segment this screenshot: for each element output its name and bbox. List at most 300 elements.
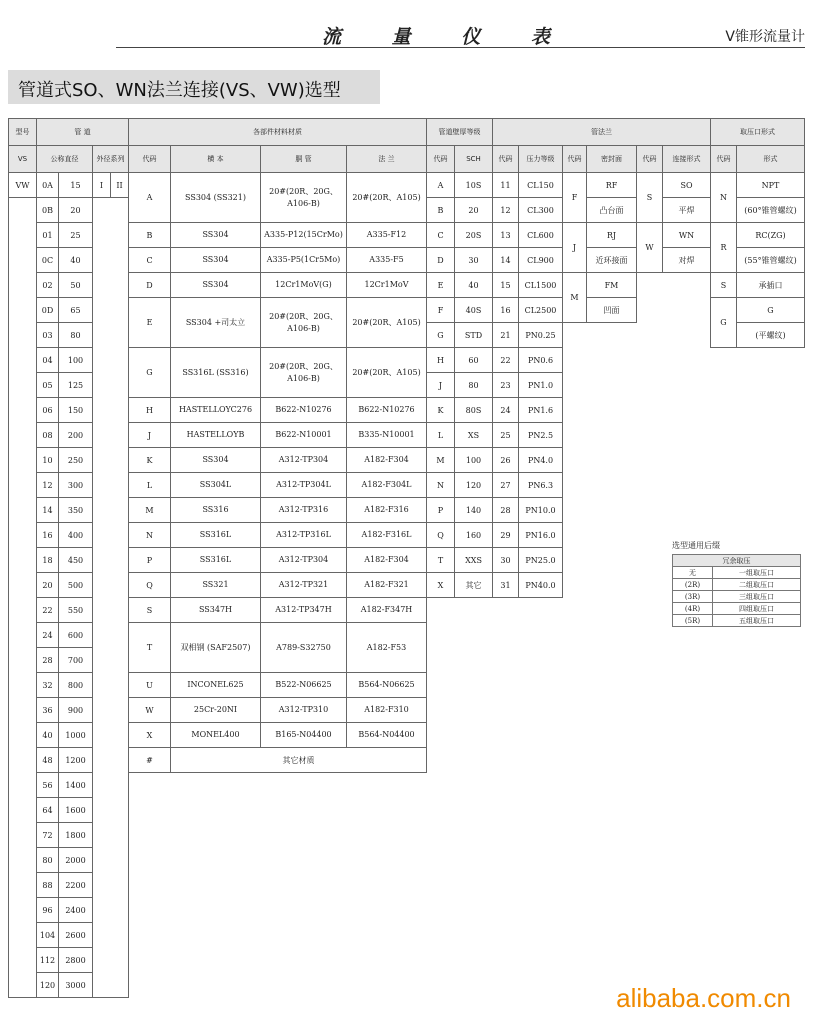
dn-code: 03 <box>37 323 59 348</box>
pressure-rating: PN1.6 <box>519 398 563 423</box>
dn-value: 2600 <box>59 923 93 948</box>
table-row <box>711 223 805 248</box>
legend-table <box>672 554 801 627</box>
legend-suffix: (4R) <box>673 603 713 615</box>
material-body: SS304 (SS321) <box>171 173 261 223</box>
table-row <box>129 498 427 523</box>
material-flange: A182-F347H <box>347 598 427 623</box>
tap-form: NPT <box>737 173 805 198</box>
material-pipe: B622-N10001 <box>261 423 347 448</box>
wall-sch: 20 <box>455 198 493 223</box>
flange-code: 27 <box>493 473 519 498</box>
pressure-rating: PN0.25 <box>519 323 563 348</box>
material-body: SS316 <box>171 498 261 523</box>
wall-code: G <box>427 323 455 348</box>
material-code: H <box>129 398 171 423</box>
dn-code: 80 <box>37 848 59 873</box>
dn-code: 40 <box>37 723 59 748</box>
wall-sch: 20S <box>455 223 493 248</box>
dn-value: 200 <box>59 423 93 448</box>
material-code: S <box>129 598 171 623</box>
face-blank <box>563 323 637 598</box>
table-row <box>711 273 805 298</box>
table-row <box>129 623 427 673</box>
pressure-rating: PN10.0 <box>519 498 563 523</box>
material-code: M <box>129 498 171 523</box>
wall-sch: 40S <box>455 298 493 323</box>
table-row <box>493 248 711 273</box>
table-row <box>129 423 427 448</box>
wall-code: J <box>427 373 455 398</box>
series-header: 外径系列 <box>93 146 129 173</box>
material-code: D <box>129 273 171 298</box>
conn-name: SO <box>663 173 711 198</box>
material-body: 其它材质 <box>171 748 427 773</box>
material-pipe: A312-TP321 <box>261 573 347 598</box>
dn-code: 04 <box>37 348 59 373</box>
flange-code: 16 <box>493 298 519 323</box>
flange-code: 21 <box>493 323 519 348</box>
tap-form-note: (平螺纹) <box>737 323 805 348</box>
flange-code: 13 <box>493 223 519 248</box>
model-header: 型号 <box>9 119 37 146</box>
legend-desc: 二组取压口 <box>713 579 801 591</box>
dn-code: 06 <box>37 398 59 423</box>
legend-suffix: 无 <box>673 567 713 579</box>
wall-code: F <box>427 298 455 323</box>
face-name: FM <box>587 273 637 298</box>
material-code: # <box>129 748 171 773</box>
table-row <box>493 198 711 223</box>
material-code: A <box>129 173 171 223</box>
wall-sch: 80S <box>455 398 493 423</box>
pressure-rating: CL1500 <box>519 273 563 298</box>
material-pipe: 20#(20R、20G、A106-B) <box>261 173 347 223</box>
pressure-rating: PN1.0 <box>519 373 563 398</box>
table-row <box>129 748 427 773</box>
flange-table <box>492 118 711 598</box>
header-title: 流 量 仪 表 <box>322 26 572 48</box>
dn-code: 48 <box>37 748 59 773</box>
pressure-rating: PN16.0 <box>519 523 563 548</box>
material-code: J <box>129 423 171 448</box>
table-row <box>129 273 427 298</box>
face-code: M <box>563 273 587 323</box>
wall-code: L <box>427 423 455 448</box>
dn-value: 500 <box>59 573 93 598</box>
material-flange: A182-F316L <box>347 523 427 548</box>
dn-value: 2200 <box>59 873 93 898</box>
dn-code: 20 <box>37 573 59 598</box>
material-pipe: A312-TP316L <box>261 523 347 548</box>
material-flange: 20#(20R、A105) <box>347 348 427 398</box>
material-flange: A182-F321 <box>347 573 427 598</box>
table-row <box>427 173 493 198</box>
tap-form-note: (60°锥管螺纹) <box>737 198 805 223</box>
table-row <box>9 173 129 198</box>
dn-value: 50 <box>59 273 93 298</box>
flange-code-header: 代码 <box>493 146 519 173</box>
material-flange: A335-F12 <box>347 223 427 248</box>
dn-value: 550 <box>59 598 93 623</box>
dn-value: 3000 <box>59 973 93 998</box>
pressure-rating: CL600 <box>519 223 563 248</box>
tap-form-note: (55°锥管螺纹) <box>737 248 805 273</box>
tap-form-header: 形式 <box>737 146 805 173</box>
material-body: SS316L <box>171 548 261 573</box>
wall-table <box>426 118 493 598</box>
dn-code: 05 <box>37 373 59 398</box>
table-row <box>427 223 493 248</box>
table-row <box>427 248 493 273</box>
material-pipe: B622-N10276 <box>261 398 347 423</box>
flange-code: 24 <box>493 398 519 423</box>
wall-sch: XXS <box>455 548 493 573</box>
table-row <box>129 523 427 548</box>
wall-code: X <box>427 573 455 598</box>
dn-value: 250 <box>59 448 93 473</box>
legend-suffix: (3R) <box>673 591 713 603</box>
table-row <box>427 423 493 448</box>
flange-code: 25 <box>493 423 519 448</box>
material-code: N <box>129 523 171 548</box>
dn-code: 12 <box>37 473 59 498</box>
dn-value: 350 <box>59 498 93 523</box>
wall-sch: 100 <box>455 448 493 473</box>
dn-value: 1600 <box>59 798 93 823</box>
dn-code: 22 <box>37 598 59 623</box>
wall-sch: 120 <box>455 473 493 498</box>
face-name: RJ <box>587 223 637 248</box>
dn-value: 1000 <box>59 723 93 748</box>
wall-code: B <box>427 198 455 223</box>
table-row <box>427 473 493 498</box>
dn-value: 100 <box>59 348 93 373</box>
flange-code: 28 <box>493 498 519 523</box>
suffix-legend <box>672 540 801 627</box>
dn-code: 56 <box>37 773 59 798</box>
dn-value: 700 <box>59 648 93 673</box>
flange-code: 14 <box>493 248 519 273</box>
material-pipe: A789-S32750 <box>261 623 347 673</box>
material-body: SS321 <box>171 573 261 598</box>
watermark: alibaba.com.cn <box>616 983 791 1013</box>
conn-header: 连接形式 <box>663 146 711 173</box>
header-rule <box>116 47 805 48</box>
dn-code: 08 <box>37 423 59 448</box>
dn-value: 300 <box>59 473 93 498</box>
wall-sch: 40 <box>455 273 493 298</box>
material-pipe: A312-TP310 <box>261 698 347 723</box>
dn-header: 公称直径 <box>37 146 93 173</box>
material-body: SS304 <box>171 223 261 248</box>
material-code: K <box>129 448 171 473</box>
material-code: W <box>129 698 171 723</box>
pressure-rating: CL900 <box>519 248 563 273</box>
series-i: I <box>93 173 111 198</box>
flange-code: 31 <box>493 573 519 598</box>
rating-header: 压力等级 <box>519 146 563 173</box>
wall-sch: 10S <box>455 173 493 198</box>
wall-sch: 30 <box>455 248 493 273</box>
material-body: HASTELLOYB <box>171 423 261 448</box>
dn-value: 450 <box>59 548 93 573</box>
material-pipe: 20#(20R、20G、A106-B) <box>261 298 347 348</box>
pressure-rating: CL150 <box>519 173 563 198</box>
material-pipe: A312-TP304L <box>261 473 347 498</box>
table-row <box>129 448 427 473</box>
table-row <box>493 173 711 198</box>
material-code: X <box>129 723 171 748</box>
material-flange: A182-F316 <box>347 498 427 523</box>
material-body: SS304 <box>171 273 261 298</box>
wall-code: E <box>427 273 455 298</box>
tap-code: S <box>711 273 737 298</box>
wall-code: H <box>427 348 455 373</box>
legend-row <box>673 579 801 591</box>
material-body-header: 横 本 <box>171 146 261 173</box>
pressure-rating: PN0.6 <box>519 348 563 373</box>
wall-sch: 其它 <box>455 573 493 598</box>
header-product: V锥形流量计 <box>725 29 805 45</box>
table-row <box>427 448 493 473</box>
material-flange: A182-F53 <box>347 623 427 673</box>
legend-desc: 三组取压口 <box>713 591 801 603</box>
dn-value: 20 <box>59 198 93 223</box>
conn-code-header: 代码 <box>637 146 663 173</box>
face-code: F <box>563 173 587 223</box>
flange-code: 29 <box>493 523 519 548</box>
dn-code: 0B <box>37 198 59 223</box>
material-body: 双相钢 (SAF2507) <box>171 623 261 673</box>
dn-code: 0C <box>37 248 59 273</box>
material-code: E <box>129 298 171 348</box>
pressure-rating: PN4.0 <box>519 448 563 473</box>
table-row <box>427 573 493 598</box>
wall-sch: XS <box>455 423 493 448</box>
material-code: U <box>129 673 171 698</box>
legend-desc: 五组取压口 <box>713 615 801 627</box>
material-code: L <box>129 473 171 498</box>
dn-value: 2000 <box>59 848 93 873</box>
material-code: G <box>129 348 171 398</box>
tap-header: 取压口形式 <box>711 119 805 146</box>
pressure-rating: PN2.5 <box>519 423 563 448</box>
material-flange: 12Cr1MoV <box>347 273 427 298</box>
material-code: C <box>129 248 171 273</box>
table-row <box>129 173 427 223</box>
table-row <box>427 548 493 573</box>
material-header: 各部件材料材质 <box>129 119 427 146</box>
material-code: Q <box>129 573 171 598</box>
dn-code: 24 <box>37 623 59 648</box>
material-body: SS347H <box>171 598 261 623</box>
tap-code-header: 代码 <box>711 146 737 173</box>
wall-code: K <box>427 398 455 423</box>
material-pipe: B165-N04400 <box>261 723 347 748</box>
dn-value: 80 <box>59 323 93 348</box>
dn-value: 125 <box>59 373 93 398</box>
material-body: MONEL400 <box>171 723 261 748</box>
pressure-rating: PN6.3 <box>519 473 563 498</box>
dn-value: 2800 <box>59 948 93 973</box>
table-row <box>129 723 427 748</box>
material-body: SS304 +司太立 <box>171 298 261 348</box>
material-pipe: A312-TP316 <box>261 498 347 523</box>
pressure-rating: CL300 <box>519 198 563 223</box>
wall-sch: 160 <box>455 523 493 548</box>
series-blank <box>93 198 129 998</box>
model-blank <box>9 198 37 998</box>
material-code-header: 代码 <box>129 146 171 173</box>
pressure-rating: PN25.0 <box>519 548 563 573</box>
dn-code: 32 <box>37 673 59 698</box>
table-row <box>711 298 805 323</box>
dn-value: 40 <box>59 248 93 273</box>
legend-suffix: (2R) <box>673 579 713 591</box>
conn-code: W <box>637 223 663 273</box>
wall-code: P <box>427 498 455 523</box>
material-flange: B564-N06625 <box>347 673 427 698</box>
face-code-header: 代码 <box>563 146 587 173</box>
flange-code: 26 <box>493 448 519 473</box>
material-pipe: 20#(20R、20G、A106-B) <box>261 348 347 398</box>
table-row <box>493 273 711 298</box>
material-pipe: A335-P5(1Cr5Mo) <box>261 248 347 273</box>
table-row <box>427 298 493 323</box>
pressure-rating: PN40.0 <box>519 573 563 598</box>
tap-code: N <box>711 173 737 223</box>
material-body: SS316L (SS316) <box>171 348 261 398</box>
face-name: 近环接面 <box>587 248 637 273</box>
face-code: J <box>563 223 587 273</box>
dn-code: 64 <box>37 798 59 823</box>
table-row <box>427 523 493 548</box>
table-row <box>427 398 493 423</box>
legend-row <box>673 567 801 579</box>
wall-code: C <box>427 223 455 248</box>
table-row <box>129 298 427 348</box>
legend-desc: 四组取压口 <box>713 603 801 615</box>
wall-code: D <box>427 248 455 273</box>
legend-header: 冗余取压 <box>673 555 801 567</box>
wall-sch: 60 <box>455 348 493 373</box>
dn-value: 600 <box>59 623 93 648</box>
material-flange: A182-F304 <box>347 548 427 573</box>
dn-code: 72 <box>37 823 59 848</box>
tap-code: R <box>711 223 737 273</box>
legend-row <box>673 615 801 627</box>
table-row <box>427 198 493 223</box>
conn-code: S <box>637 173 663 223</box>
vs-label: VS <box>9 146 37 173</box>
wall-code-header: 代码 <box>427 146 455 173</box>
material-body: SS316L <box>171 523 261 548</box>
dn-value: 400 <box>59 523 93 548</box>
conn-name: 平焊 <box>663 198 711 223</box>
table-row <box>427 373 493 398</box>
dn-code: 112 <box>37 948 59 973</box>
flange-code: 22 <box>493 348 519 373</box>
legend-suffix: (5R) <box>673 615 713 627</box>
wall-code: M <box>427 448 455 473</box>
table-row <box>129 598 427 623</box>
material-code: B <box>129 223 171 248</box>
material-pipe: A312-TP304 <box>261 448 347 473</box>
pressure-rating: CL2500 <box>519 298 563 323</box>
legend-row <box>673 603 801 615</box>
material-flange: B564-N04400 <box>347 723 427 748</box>
dn-code: 96 <box>37 898 59 923</box>
face-name: 凹面 <box>587 298 637 323</box>
material-pipe-header: 胴 管 <box>261 146 347 173</box>
dn-code: 10 <box>37 448 59 473</box>
dn-value: 1200 <box>59 748 93 773</box>
material-pipe: A312-TP304 <box>261 548 347 573</box>
table-row <box>129 698 427 723</box>
material-body: SS304 <box>171 248 261 273</box>
material-flange: 20#(20R、A105) <box>347 298 427 348</box>
section-title: 管道式SO、WN法兰连接(VS、VW)选型 <box>18 80 341 101</box>
table-row <box>427 273 493 298</box>
table-row <box>427 348 493 373</box>
flange-code: 30 <box>493 548 519 573</box>
tap-form: 承插口 <box>737 273 805 298</box>
wall-sch-header: SCH <box>455 146 493 173</box>
legend-desc: 一组取压口 <box>713 567 801 579</box>
dn-value: 2400 <box>59 898 93 923</box>
dn-code: 0A <box>37 173 59 198</box>
material-flange: A182-F304L <box>347 473 427 498</box>
flange-header: 管法兰 <box>493 119 711 146</box>
material-flange: 20#(20R、A105) <box>347 173 427 223</box>
table-row <box>129 223 427 248</box>
material-flange: A182-F304 <box>347 448 427 473</box>
material-pipe: A335-P12(15CrMo) <box>261 223 347 248</box>
material-code: T <box>129 623 171 673</box>
conn-name: WN <box>663 223 711 248</box>
dn-code: 0D <box>37 298 59 323</box>
material-flange: A182-F310 <box>347 698 427 723</box>
dn-code: 16 <box>37 523 59 548</box>
wall-code: A <box>427 173 455 198</box>
material-body: 25Cr-20NI <box>171 698 261 723</box>
dn-code: 88 <box>37 873 59 898</box>
material-pipe: 12Cr1MoV(G) <box>261 273 347 298</box>
material-flange: B335-N10001 <box>347 423 427 448</box>
tap-form: G <box>737 298 805 323</box>
dn-value: 800 <box>59 673 93 698</box>
legend-title: 选型通用后缀 <box>672 541 720 550</box>
face-name: RF <box>587 173 637 198</box>
material-body: SS304 <box>171 448 261 473</box>
face-name: 凸台面 <box>587 198 637 223</box>
dn-value: 65 <box>59 298 93 323</box>
material-table <box>128 118 427 773</box>
tap-code: G <box>711 298 737 348</box>
face-header: 密封面 <box>587 146 637 173</box>
table-row <box>427 323 493 348</box>
dn-value: 900 <box>59 698 93 723</box>
dn-code: 104 <box>37 923 59 948</box>
model-code-vw: VW <box>9 173 37 198</box>
dn-value: 25 <box>59 223 93 248</box>
conn-name: 对焊 <box>663 248 711 273</box>
material-flange: B622-N10276 <box>347 398 427 423</box>
table-row <box>129 573 427 598</box>
pipe-header: 管 道 <box>37 119 129 146</box>
dn-code: 120 <box>37 973 59 998</box>
